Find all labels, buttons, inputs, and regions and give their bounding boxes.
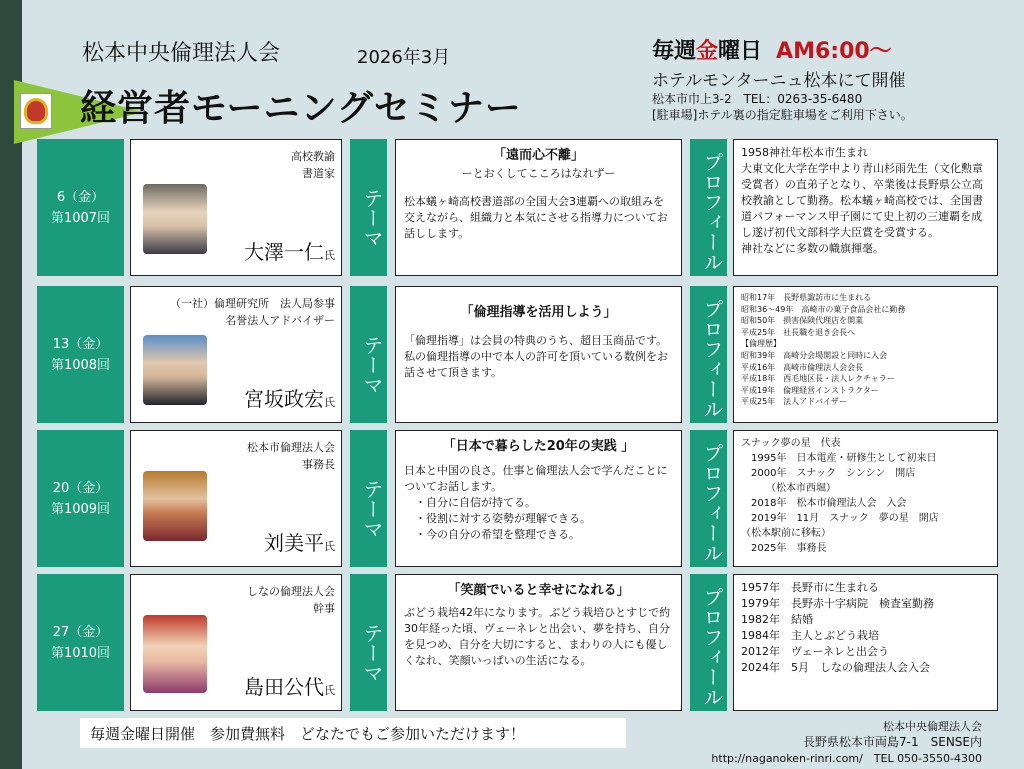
speaker-affiliation: 高校教諭 書道家: [291, 150, 335, 180]
speaker-photo: [143, 335, 207, 405]
profile-box: スナック夢の星 代表 1995年 日本電産・研修生として初来日 2000年 スナック シンシン 開店 （松本市西堀） 2018年 松本市倫理法人会 入会 2019年 11月 スナック 夢の星 開店 （松本駅前に移転） 2025年 事務長: [733, 430, 998, 567]
theme-title: 「倫理指導を活用しよう」: [460, 305, 617, 320]
page-title: 経営者モーニングセミナー: [80, 88, 522, 129]
profile-box: 昭和17年 長野県諏訪市に生まれる 昭和36～49年 高崎市の菓子食品会社に勤務 昭和50年 損害保険代理店を開業 平成25年 社長職を退き会長へ 【倫理歴】 昭和39年 高崎分会場開設と同時に入会 平成16年 高崎市倫理法人会会長 平成18年 西毛地区長・法人レクチャラー 平成19年 倫理経営インストラクター 平成25年 法人アドバイザー: [733, 286, 998, 423]
footer-message: 毎週金曜日開催 参加費無料 どなたでもご参加いただけます！: [80, 718, 626, 748]
month-label: 2026年3月: [357, 47, 451, 68]
org-logo-icon: [20, 93, 52, 129]
org-title: 松本中央倫理法人会: [82, 41, 281, 66]
speaker-name: 刘美平氏: [264, 531, 335, 555]
theme-box: [395, 574, 682, 711]
theme-label: テーマ: [350, 574, 387, 711]
venue-text: ホテルモンターニュ松本にて開催: [652, 71, 906, 91]
session-date: 20（金） 第1009回: [37, 430, 124, 567]
venue-address: 松本市巾上3-2 TEL：0263-35-6480: [652, 92, 863, 106]
session-date: 27（金） 第1010回: [37, 574, 124, 711]
theme-box: [395, 139, 682, 276]
theme-text: 日本と中国の良さ。仕事と倫理法人会で学んだことについてお話します。 ・自分に自信が持てる。 ・役割に対する姿勢が理解できる。 ・今の自分の希望を整理できる。: [404, 464, 668, 541]
profile-label: プロフィール: [690, 139, 727, 276]
weekly-schedule: 毎週金曜日 AM6:00～: [652, 39, 892, 64]
theme-box: [395, 430, 682, 567]
start-time: AM6:00～: [776, 39, 892, 64]
profile-box: 1958神社年松本市生まれ 大東文化大学在学中より青山杉雨先生（文化勲章受賞者）の直弟子となり、卒業後は長野県公立高校教諭として勤務。松本蟻ヶ崎高校では、全国書道パフォーマンス甲子園にて史上初の三連覇を成し遂げ初代文部科学大臣賞を受賞する。 神社などに多数の幟旗揮毫。: [733, 139, 998, 276]
theme-label: テーマ: [350, 430, 387, 567]
theme-label: テーマ: [350, 286, 387, 423]
profile-label: プロフィール: [690, 574, 727, 711]
theme-text: ぶどう栽培42年になります。ぶどう栽培ひとすじで約30年経った頃、ヴェーネレと出会い、夢を持ち、自分を見つめ、自分を大切にすると、まわりの人にも優しくなれ、笑顔いっぱいの生活になる。: [404, 606, 671, 667]
speaker-photo: [143, 184, 207, 254]
theme-title: 「遠而心不離」: [492, 148, 584, 163]
profile-label: プロフィール: [690, 430, 727, 567]
speaker-card: [130, 574, 342, 711]
theme-label: テーマ: [350, 139, 387, 276]
theme-title: 「笑顔でいると幸せになれる」: [447, 583, 630, 598]
parking-note: [駐車場]ホテル裏の指定駐車場をご利用下さい。: [652, 108, 913, 122]
theme-subtitle: ーとおくしてこころはなれずー: [461, 167, 616, 180]
speaker-name: 大澤一仁氏: [244, 240, 335, 264]
speaker-affiliation: しなの倫理法人会 幹事: [247, 585, 335, 615]
speaker-photo: [143, 471, 207, 541]
speaker-card: [130, 430, 342, 567]
speaker-photo: [143, 615, 207, 693]
footer-org: 松本中央倫理法人会: [883, 720, 982, 733]
profile-box: 1957年 長野市に生まれる 1979年 長野赤十字病院 検査室勤務 1982年 結婚 1984年 主人とぶどう栽培 2012年 ヴェーネレと出会う 2024年 5月 しなの倫理法人会入会: [733, 574, 998, 711]
speaker-name: 宮坂政宏氏: [244, 387, 335, 411]
theme-text: 松本蟻ヶ崎高校書道部の全国大会3連覇への取組みを交えながら、組織力と本気にさせる指導力についてお話しします。: [404, 195, 668, 240]
speaker-card: [130, 139, 342, 276]
speaker-affiliation: （一社）倫理研究所 法人局参事 名誉法人アドバイザー: [170, 297, 335, 327]
profile-label: プロフィール: [690, 286, 727, 423]
footer-address: 長野県松本市両島7-1 SENSE内: [803, 735, 982, 749]
speaker-name: 島田公代氏: [244, 675, 335, 699]
session-date: 6（金） 第1007回: [37, 139, 124, 276]
session-date: 13（金） 第1008回: [37, 286, 124, 423]
speaker-card: [130, 286, 342, 423]
footer-contact[interactable]: http://naganoken-rinri.com/ TEL 050-3550-4300: [711, 752, 982, 765]
theme-title: 「日本で暮らした20年の実践 」: [442, 439, 635, 454]
speaker-affiliation: 松本市倫理法人会 事務長: [247, 441, 335, 471]
theme-text: 「倫理指導」は会員の特典のうち、超目玉商品です。 私の倫理指導の中で本人の許可を頂いている数例をお話させて頂きます。: [404, 334, 668, 379]
theme-box: [395, 286, 682, 423]
